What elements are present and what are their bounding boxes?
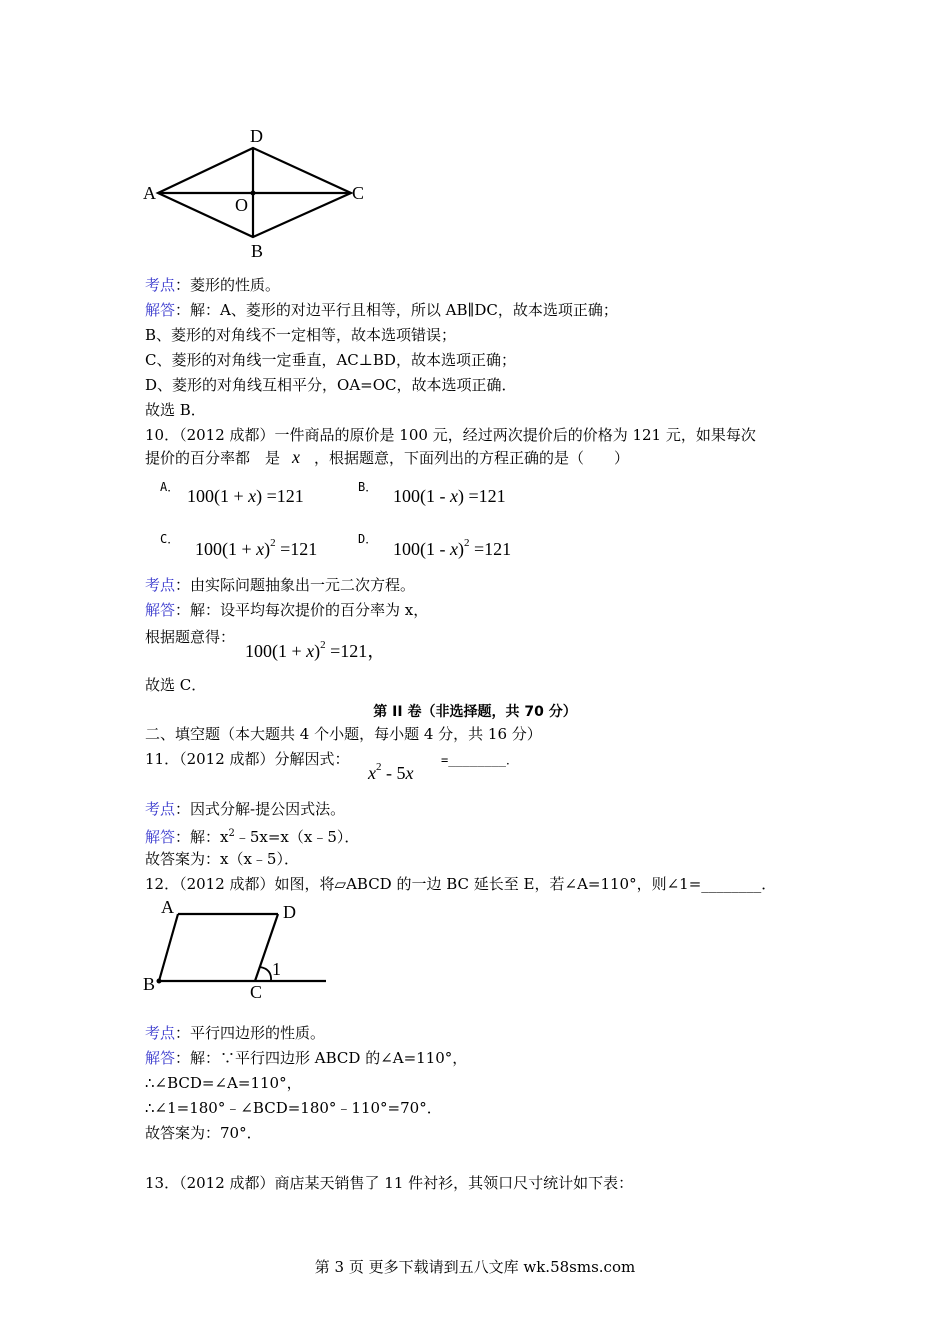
- label-b: B: [143, 974, 156, 994]
- q10-stem-part2: ，根据题意，下面列出的方程正确的是（ ）: [314, 449, 630, 467]
- point-o: [251, 191, 256, 196]
- label-b: B: [251, 241, 264, 261]
- angle-1-arc: [260, 967, 271, 981]
- section-heading: 二、填空题（本大题共 4 个小题，每小题 4 分，共 16 分）: [145, 725, 542, 743]
- option-a-label: A．: [160, 480, 180, 494]
- page-footer: 第 3 页 更多下载请到五八文库 wk.58sms.com: [314, 1258, 636, 1276]
- q10-stem-var: x: [292, 447, 301, 467]
- q9-line-c: C、菱形的对角线一定垂直，AC⊥BD，故本选项正确；: [145, 351, 516, 369]
- q9-kaodian: [145, 276, 280, 294]
- kaodian-label: 考点: [145, 276, 176, 294]
- q12-stem: 12．（2012 成都）如图，将▱ABCD 的一边 BC 延长至 E，若∠A=110°，则∠1=________．: [145, 875, 777, 893]
- q10-solution-equation: $100(1 + x)^2 =121$，: [245, 639, 386, 661]
- q11-stem: 11．（2012 成都）分解因式：: [145, 750, 350, 768]
- rhombus-figure: [140, 122, 380, 264]
- q10-basis: 根据题意得：: [145, 628, 236, 646]
- q11-kaodian: [145, 800, 345, 818]
- label-d: D: [283, 902, 296, 922]
- q10-conclusion: 故选 C．: [145, 676, 207, 694]
- q12-line3: ∴∠1=180°﹣∠BCD=180°﹣110°=70°．: [145, 1099, 442, 1117]
- kaodian-label: 考点: [145, 1024, 176, 1042]
- q9-conclusion: 故选 B．: [145, 401, 206, 419]
- kaodian-text: ：由实际问题抽象出一元二次方程。: [175, 576, 416, 594]
- jieda-text: ：解：设平均每次提价的百分率为 x，: [175, 601, 429, 619]
- q11-jieda: 解答：解：$x^2﹣5x=x(x﹣5)$．: [145, 828, 360, 846]
- option-d-equation[interactable]: 100(1 - x)$^2$ =121: [393, 537, 512, 559]
- q10-kaodian: [145, 576, 415, 594]
- jieda-text: ：解：A、菱形的对边平行且相等，所以 AB∥DC，故本选项正确；: [175, 301, 618, 319]
- q12-line2: ∴∠BCD=∠A=110°，: [145, 1074, 302, 1092]
- label-a: A: [161, 897, 174, 917]
- option-d-label: D．: [358, 532, 378, 546]
- label-a: A: [143, 183, 156, 203]
- kaodian-text: ：因式分解-提公因式法。: [175, 800, 346, 818]
- q9-jieda: [145, 301, 618, 319]
- q12-answer: 故答案为：70°．: [145, 1124, 262, 1142]
- kaodian-label: 考点: [145, 800, 176, 818]
- option-a-equation[interactable]: 100(1 + x) =121: [187, 486, 304, 506]
- q10-jieda: [145, 601, 428, 619]
- label-c: C: [250, 982, 263, 1002]
- jieda-label: 解答: [145, 1049, 176, 1067]
- point-b: [157, 979, 162, 984]
- q10-stem-line2: [145, 448, 629, 467]
- line-ab: [159, 914, 178, 981]
- label-o: O: [235, 195, 248, 215]
- q10-stem-part1: 提价的百分率都 是: [145, 449, 281, 467]
- kaodian-label: 考点: [145, 576, 176, 594]
- q12-jieda: [145, 1049, 467, 1067]
- option-b-label: B．: [358, 480, 378, 494]
- kaodian-text: ：平行四边形的性质。: [175, 1024, 326, 1042]
- q10-stem-line1: 10．（2012 成都）一件商品的原价是 100 元，经过两次提价后的价格为 121 元，如果每次: [145, 426, 756, 444]
- q11-answer: 故答案为：x（x﹣5）．: [145, 850, 299, 868]
- q9-line-d: D、菱形的对角线互相平分，OA=OC，故本选项正确．: [145, 376, 517, 394]
- label-c: C: [352, 183, 365, 203]
- q11-blank[interactable]: =________．: [441, 753, 519, 767]
- q12-kaodian: [145, 1024, 325, 1042]
- option-b-equation[interactable]: 100(1 - x) =121: [393, 486, 506, 506]
- jieda-label: 解答: [145, 301, 176, 319]
- option-c-label: C．: [160, 532, 180, 546]
- section-title: 第 II 卷（非选择题，共 70 分）: [373, 704, 577, 720]
- jieda-text: ：解：∵平行四边形 ABCD 的∠A=110°，: [175, 1049, 468, 1067]
- kaodian-text: ：菱形的性质。: [175, 276, 281, 294]
- label-d: D: [250, 126, 263, 146]
- q13-stem: 13．（2012 成都）商店某天销售了 11 件衬衫，其领口尺寸统计如下表：: [145, 1174, 634, 1192]
- jieda-label: 解答: [145, 828, 176, 846]
- parallelogram-figure: [140, 895, 340, 1005]
- q11-expression: $x^2 - 5x$: [368, 761, 414, 783]
- q9-line-b: B、菱形的对角线不一定相等，故本选项错误；: [145, 326, 457, 344]
- jieda-label: 解答: [145, 601, 176, 619]
- label-angle-1: 1: [272, 959, 281, 979]
- option-c-equation[interactable]: $100(1 + x)^2 =121$: [195, 537, 318, 559]
